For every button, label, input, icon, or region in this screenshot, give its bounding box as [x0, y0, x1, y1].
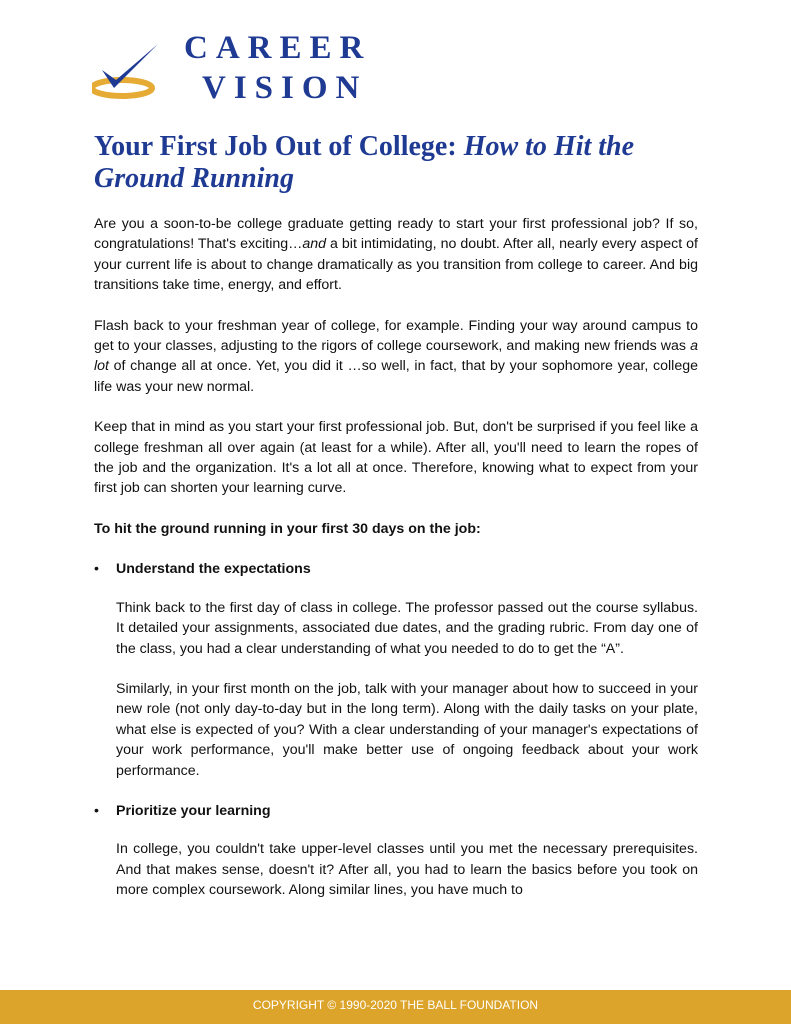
- intro-paragraph: [94, 214, 698, 296]
- page-title: [94, 131, 714, 195]
- bullet-paragraph: Similarly, in your first month on the job, talk with your manager about how to succeed in your new role (not only day-to-day but in the long term). Along with the daily tasks on your plate, what else is expected of you? With a clear understanding of your manager's expectations of your work performance, you'll make better use of ongoing feedback about your work performance.: [116, 680, 698, 779]
- section-subheading: To hit the ground running in your first 30 days on the job:: [94, 520, 481, 537]
- p1-text-a: Are you a soon-to-be college graduate getting ready to start your first professional job? If so, congratulations! That's exciting…: [94, 216, 698, 253]
- bullet-marker: •: [94, 561, 99, 578]
- copyright-footer: [0, 990, 791, 1024]
- bullet-marker: •: [94, 802, 99, 819]
- logo-text-vision: VISION: [202, 70, 368, 106]
- p2-text-a: Flash back to your freshman year of college, for example. Finding your way around campus to get to your classes, adjusting to the rigors of college coursework, and making new friends was: [94, 317, 698, 355]
- p1-text-b: a bit intimidating, no doubt. After all, nearly every aspect of your current life is about to change dramatically as you transition from college to career. And big transitions take time, energy, and effort.: [94, 236, 698, 294]
- logo-text-career: CAREER: [184, 30, 372, 66]
- logo-swoosh: [92, 80, 152, 96]
- bullet-paragraph: Think back to the first day of class in college. The professor passed out the course syllabus. It detailed your assignments, associated due dates, and the grading rubric. From day one of the class, you had a clear understanding of what you needed to do to get the “A”.: [116, 599, 698, 657]
- career-vision-logo: [92, 30, 392, 110]
- p2-emphasis: a lot: [94, 338, 698, 375]
- bullet-item: [94, 559, 698, 781]
- freshman-paragraph: [94, 316, 698, 398]
- bullet-paragraph: In college, you couldn't take upper-level classes until you met the necessary prerequisites. And that makes sense, doesn't it? After all, you had to learn the basics before you took on more complex coursework. Along similar lines, you have much to: [116, 841, 698, 899]
- bullet-item: [94, 801, 698, 901]
- bullet-heading-text: Prioritize your learning: [116, 802, 271, 819]
- bullet-heading-text: Understand the expectations: [116, 561, 311, 578]
- title-italic: How to Hit the Ground Running: [94, 131, 635, 194]
- title-plain: Your First Job Out of College:: [94, 131, 464, 162]
- copyright-text: COPYRIGHT © 1990-2020 THE BALL FOUNDATION: [252, 998, 539, 1012]
- article-body: [94, 214, 698, 921]
- expectations-paragraph: Keep that in mind as you start your first professional job. But, don't be surprised if you feel like a college freshman all over again (at least for a while). After all, you'll need to learn the ropes of the job and the organization. It's a lot all at once. Therefore, knowing what to expect from your first job can shorten your learning curve.: [94, 419, 698, 497]
- bullet-heading-expectations: [94, 559, 698, 579]
- p1-emphasis: and: [302, 236, 327, 253]
- bullet-heading-learning: [94, 801, 698, 821]
- checkmark-swoosh-icon: [92, 40, 164, 102]
- p2-text-b: of change all at once. Yet, you did it …so well, in fact, that by your sophomore year, college life was your new normal.: [94, 358, 698, 395]
